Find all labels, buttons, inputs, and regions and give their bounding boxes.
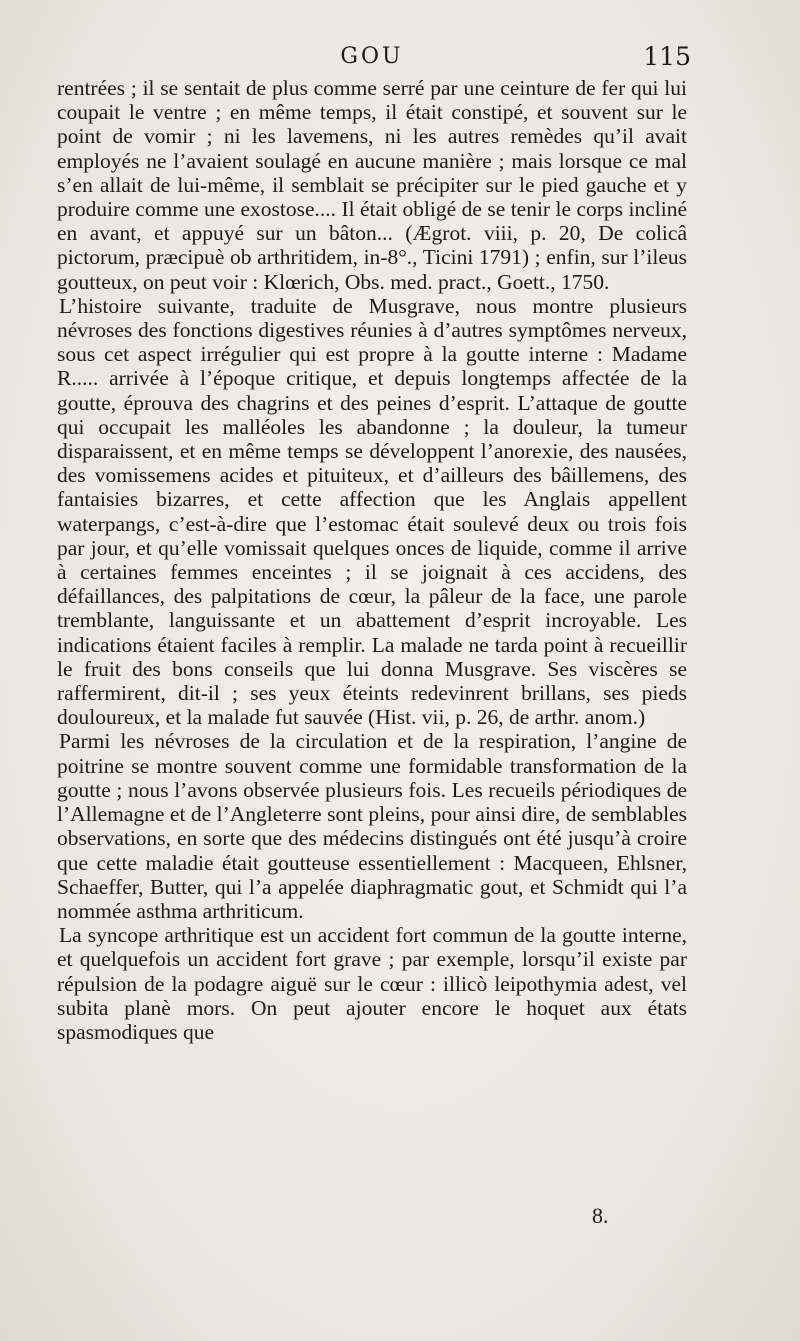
paragraph-3: Parmi les névroses de la circulation et de la respiration, l’angine de poitrine se montre souvent comme une formidable transformation de la goutte ; nous l’avons observée plusieurs fois. Les recueils périodiques de l’Allemagne et de l’Angleterre sont pleins, pour ainsi dire, de semblables observations, en sorte que des médecins distingués ont été jusqu’à croire que cette maladie était goutteuse essentiellement : Macqueen, Ehlsner, Schaeffer, Butter, qui l’a appelée diaphragmatic gout, et Schmidt qui l’a nommée asthma arthriticum. <box>57 729 687 923</box>
body-text <box>57 76 687 1044</box>
page-number: 115 <box>643 42 691 71</box>
paragraph-1: rentrées ; il se sentait de plus comme serré par une ceinture de fer qui lui coupait le ventre ; en même temps, il était constipé, et souvent sur le point de vomir ; ni les lavemens, ni les autres remèdes qu’il avait employés ne l’avaient soulagé en aucune manière ; mais lorsque ce mal s’en allait de lui-même, il semblait se précipiter sur le pied gauche et y produire comme une exostose.... Il était obligé de se tenir le corps incliné en avant, et appuyé sur un bâton... (Ægrot. viii, p. 20, De colicâ pictorum, præcipuè ob arthritidem, in-8°., Ticini 1791) ; enfin, sur l’ileus goutteux, on peut voir : Klœrich, Obs. med. pract., Goett., 1750. <box>57 76 687 294</box>
paragraph-4: La syncope arthritique est un accident fort commun de la goutte interne, et quelquefois un accident fort grave ; par exemple, lorsqu’il existe par répulsion de la podagre aiguë sur le cœur : illicò leipothymia adest, vel subita planè mors. On peut ajouter encore le hoquet aux états spasmodiques que <box>57 923 687 1044</box>
running-head: GOU <box>340 44 404 69</box>
paragraph-2: L’histoire suivante, traduite de Musgrave, nous montre plusieurs névroses des fonctions digestives réunies à d’autres symptômes nerveux, sous cet aspect irrégulier qui est propre à la goutte interne : Madame R..... arrivée à l’époque critique, et depuis longtemps affectée de la goutte, éprouva des chagrins et des peines d’esprit. L’attaque de goutte qui occupait les malléoles les abandonne ; la douleur, la tumeur disparaissent, et en même temps se développent l’anorexie, des nausées, des vomissemens acides et pituiteux, et d’ailleurs des bâillemens, des fantaisies bizarres, et cette affection que les Anglais appellent waterpangs, c’est-à-dire que l’estomac était soulevé deux ou trois fois par jour, et qu’elle vomissait quelques onces de liquide, comme il arrive à certaines femmes enceintes ; il se joignait à ces accidens, des défaillances, des palpitations de cœur, la pâleur de la face, une parole tremblante, languissante et un abattement d’esprit incroyable. Les indications étaient faciles à remplir. La malade ne tarda point à recueillir le fruit des bons conseils que lui donna Musgrave. Ses viscères se raffermirent, dit-il ; ses yeux éteints redevinrent brillans, ses pieds douloureux, et la malade fut sauvée (Hist. vii, p. 26, de arthr. anom.) <box>57 293 687 730</box>
page-header <box>57 42 691 78</box>
signature-mark: 8. <box>592 1203 609 1228</box>
